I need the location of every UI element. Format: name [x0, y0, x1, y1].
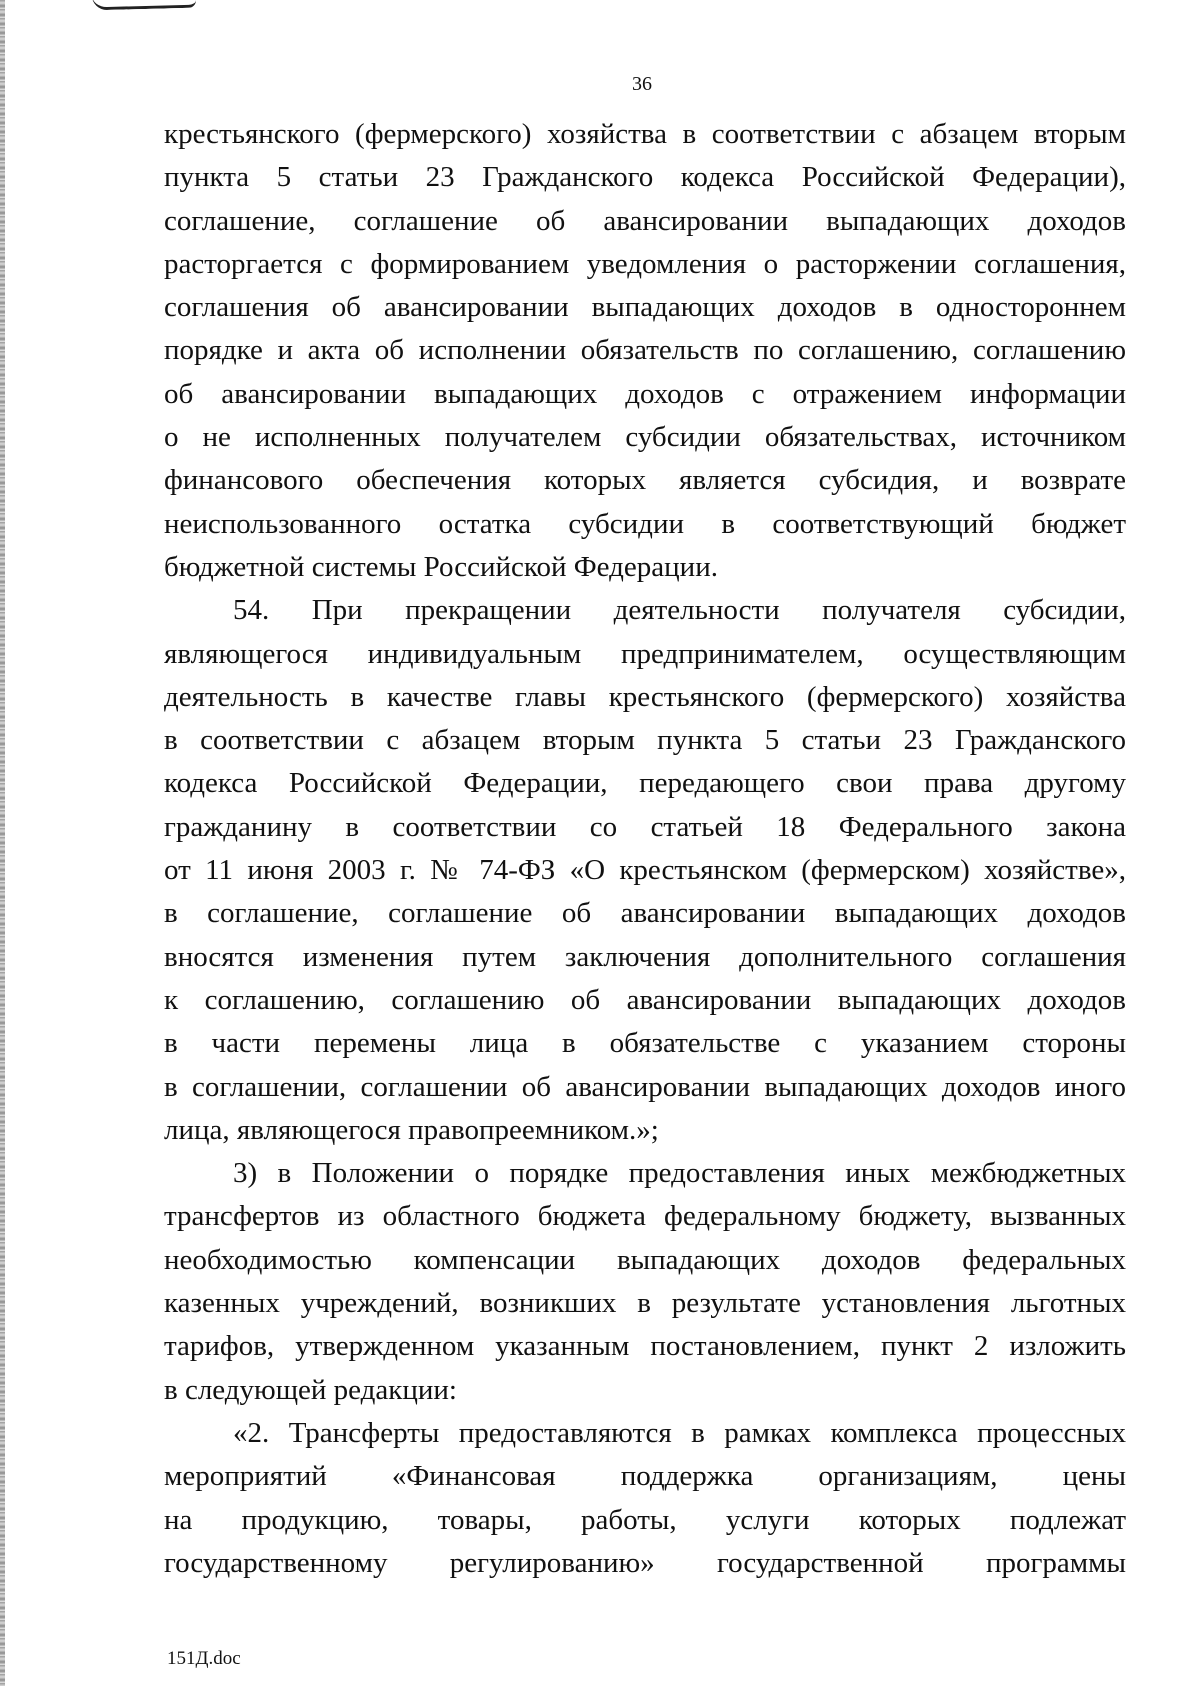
text-line: необходимостью компенсации выпадающих доходов федеральных — [164, 1243, 1126, 1276]
footer-filename: 151Д.doc — [167, 1648, 241, 1669]
text-line: в соглашении, соглашении об авансировании выпадающих доходов иного — [164, 1070, 1126, 1103]
document-body — [164, 113, 1126, 1585]
text-line: в соглашение, соглашение об авансировании выпадающих доходов — [164, 897, 1126, 930]
text-line: в следующей редакции: — [164, 1373, 457, 1406]
text-line: казенных учреждений, возникших в результате установления льготных — [164, 1287, 1126, 1320]
paragraph-start-line: 54. При прекращении деятельности получателя субсидии, — [233, 594, 1126, 627]
text-line: трансфертов из областного бюджета федеральному бюджету, вызванных — [164, 1200, 1126, 1233]
text-line: вносятся изменения путем заключения дополнительного соглашения — [164, 940, 1126, 973]
text-line: кодекса Российской Федерации, передающего свои права другому — [164, 767, 1126, 800]
text-line: гражданину в соответствии со статьей 18 Федерального закона — [164, 810, 1126, 843]
text-line: на продукцию, товары, работы, услуги которых подлежат — [164, 1503, 1126, 1536]
text-line: крестьянского (фермерского) хозяйства в соответствии с абзацем вторым — [164, 118, 1126, 150]
text-line: финансового обеспечения которых является субсидия, и возврате — [164, 464, 1126, 497]
text-line: в части перемены лица в обязательстве с указанием стороны — [164, 1027, 1126, 1060]
text-line: в соответствии с абзацем вторым пункта 5 статьи 23 Гражданского — [164, 724, 1126, 757]
paragraph-start-line: «2. Трансферты предоставляются в рамках комплекса процессных — [233, 1416, 1126, 1449]
text-line: порядке и акта об исполнении обязательств по соглашению, соглашению — [164, 334, 1126, 367]
text-line: от 11 июня 2003 г. № 74-ФЗ «О крестьянском (фермерском) хозяйстве», — [164, 854, 1126, 887]
text-line: об авансировании выпадающих доходов с отражением информации — [164, 377, 1126, 410]
text-line: пункта 5 статьи 23 Гражданского кодекса Российской Федерации), — [164, 161, 1126, 194]
text-line: государственному регулированию» государственной программы — [164, 1546, 1126, 1579]
text-line: к соглашению, соглашению об авансировании выпадающих доходов — [164, 983, 1126, 1016]
page-number: 36 — [632, 73, 652, 95]
text-line: бюджетной системы Российской Федерации. — [164, 550, 718, 583]
text-line: являющегося индивидуальным предпринимателем, осуществляющим — [164, 637, 1126, 670]
text-line: деятельность в качестве главы крестьянского (фермерского) хозяйства — [164, 680, 1126, 713]
scan-edge — [0, 0, 5, 1686]
text-line: расторгается с формированием уведомления о расторжении соглашения, — [164, 247, 1126, 280]
handwritten-mark — [92, 0, 196, 10]
text-line: неиспользованного остатка субсидии в соответствующий бюджет — [164, 507, 1126, 540]
paragraph-start-line: 3) в Положении о порядке предоставления иных межбюджетных — [233, 1157, 1126, 1190]
text-line: соглашения об авансировании выпадающих доходов в одностороннем — [164, 291, 1126, 324]
text-line: мероприятий «Финансовая поддержка организациям, цены — [164, 1460, 1126, 1493]
text-line: лица, являющегося правопреемником.»; — [164, 1113, 659, 1146]
text-line: соглашение, соглашение об авансировании выпадающих доходов — [164, 204, 1126, 237]
text-line: тарифов, утвержденном указанным постановлением, пункт 2 изложить — [164, 1330, 1126, 1363]
text-line: о не исполненных получателем субсидии обязательствах, источником — [164, 421, 1126, 454]
